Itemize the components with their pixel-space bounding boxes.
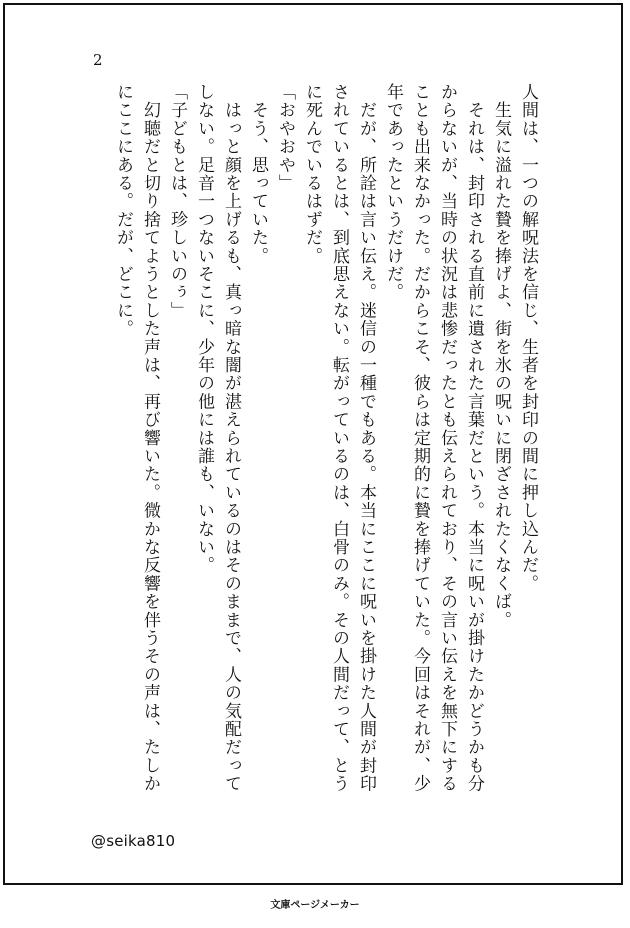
footer-brand: 文庫ページメーカー — [270, 900, 360, 911]
text-line: 年であったというだけだ。 — [383, 83, 403, 302]
page-number: 2 — [93, 51, 103, 69]
text-line: 生気に溢れた贄を捧げよ、街を氷の呪いに閉ざされたくなくば。 — [491, 83, 511, 629]
text-line: だが、所詮は言い伝え。迷信の一種でもある。本当にここに呪いを掛けた人間が封印 — [356, 83, 376, 793]
text-line: に死んでいるはずだ。 — [302, 83, 322, 265]
text-line: 「子どもとは、珍しいのぅ」 — [167, 83, 187, 320]
text-line: 人間は、一つの解呪法を信じ、生者を封印の間に押し込んだ。 — [518, 83, 538, 593]
body-text — [61, 83, 541, 823]
text-line: 幻聴だと切り捨てようとした声は、再び響いた。微かな反響を伴うその声は、たしか — [140, 83, 160, 793]
text-line: はっと顔を上げるも、真っ暗な闇が湛えられているのはそのままで、人の気配だって — [221, 83, 241, 793]
text-line: されているとは、到底思えない。転がっているのは、白骨のみ。その人間だって、とう — [329, 83, 349, 793]
text-line: それは、封印される直前に遺された言葉だという。本当に呪いが掛けたかどうかも分 — [464, 83, 484, 793]
text-line: しない。足音一つないそこに、少年の他には誰も、いない。 — [194, 83, 214, 575]
text-line: にここにある。だが、どこに。 — [113, 83, 133, 338]
text-line: からないが、当時の状況は悲惨だったとも伝えられており、その言い伝えを無下にする — [437, 83, 457, 793]
text-line: ことも出来なかった。だからこそ、彼らは定期的に贄を捧げていた。今回はそれが、少 — [410, 83, 430, 793]
author-handle: @seika810 — [91, 832, 176, 850]
text-line: そう、思っていた。 — [248, 83, 268, 265]
book-page — [3, 3, 623, 885]
text-line: 「おやおや」 — [275, 83, 295, 193]
